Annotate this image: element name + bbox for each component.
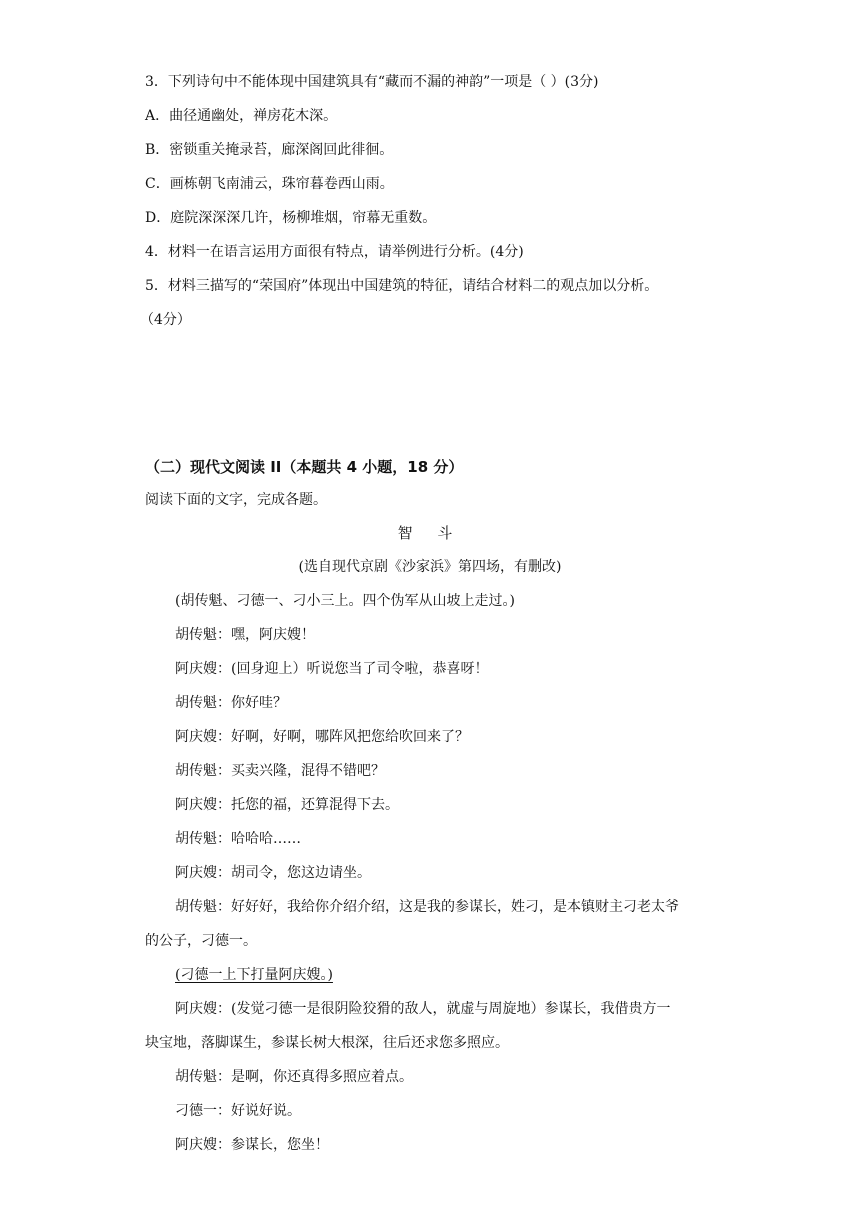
dialogue-line: 胡传魁：嘿，阿庆嫂！	[175, 627, 315, 643]
dialogue-line: 阿庆嫂：(回身迎上）听说您当了司令啦，恭喜呀！	[175, 661, 489, 677]
question-5-score: （4分）	[140, 312, 191, 328]
option-b: B．密锁重关掩录苔，廊深阁回此徘徊。	[145, 142, 394, 158]
dialogue-line: 阿庆嫂：(发觉刁德一是很阴险狡猾的敌人，就虚与周旋地）参谋长，我借贵方一	[175, 1001, 671, 1017]
option-c: C．画栋朝飞南浦云，珠帘暮卷西山雨。	[145, 176, 394, 192]
question-5: 5．材料三描写的“荣国府”体现出中国建筑的特征，请结合材料二的观点加以分析。	[145, 278, 659, 294]
section-heading: （二）现代文阅读 II（本题共 4 小题，18 分）	[145, 458, 464, 476]
dialogue-line: 阿庆嫂：胡司令，您这边请坐。	[175, 865, 371, 881]
dialogue-line-continuation: 块宝地，落脚谋生，参谋长树大根深，往后还求您多照应。	[145, 1035, 509, 1051]
dialogue-line: 阿庆嫂：参谋长，您坐！	[175, 1137, 329, 1153]
reading-instruction: 阅读下面的文字，完成各题。	[145, 492, 327, 508]
passage-source: (选自现代京剧《沙家浜》第四场，有删改)	[298, 559, 562, 575]
option-a: A．曲径通幽处，禅房花木深。	[145, 108, 338, 124]
passage-title: 智 斗	[397, 524, 463, 542]
question-3: 3．下列诗句中不能体现中国建筑具有“藏而不漏的神韵”一项是（ ）(3分)	[145, 74, 599, 90]
dialogue-line: 胡传魁：哈哈哈……	[175, 831, 301, 847]
option-d: D．庭院深深深几许，杨柳堆烟，帘幕无重数。	[145, 210, 437, 226]
dialogue-line: 胡传魁：买卖兴隆，混得不错吧？	[175, 763, 385, 779]
dialogue-line: 阿庆嫂：好啊，好啊，哪阵风把您给吹回来了？	[175, 729, 469, 745]
stage-direction-underlined: (刁德一上下打量阿庆嫂。)	[175, 967, 333, 983]
dialogue-line: 刁德一：好说好说。	[175, 1103, 301, 1119]
dialogue-line: 阿庆嫂：托您的福，还算混得下去。	[175, 797, 399, 813]
dialogue-line: 胡传魁：你好哇？	[175, 695, 287, 711]
dialogue-line: 胡传魁：好好好，我给你介绍介绍，这是我的参谋长，姓刁，是本镇财主刁老太爷	[175, 899, 679, 915]
question-4: 4．材料一在语言运用方面很有特点，请举例进行分析。(4分)	[145, 244, 524, 260]
stage-direction: (胡传魁、刁德一、刁小三上。四个伪军从山坡上走过。)	[175, 593, 515, 609]
dialogue-line: 胡传魁：是啊，你还真得多照应着点。	[175, 1069, 413, 1085]
dialogue-line-continuation: 的公子，刁德一。	[145, 933, 257, 949]
